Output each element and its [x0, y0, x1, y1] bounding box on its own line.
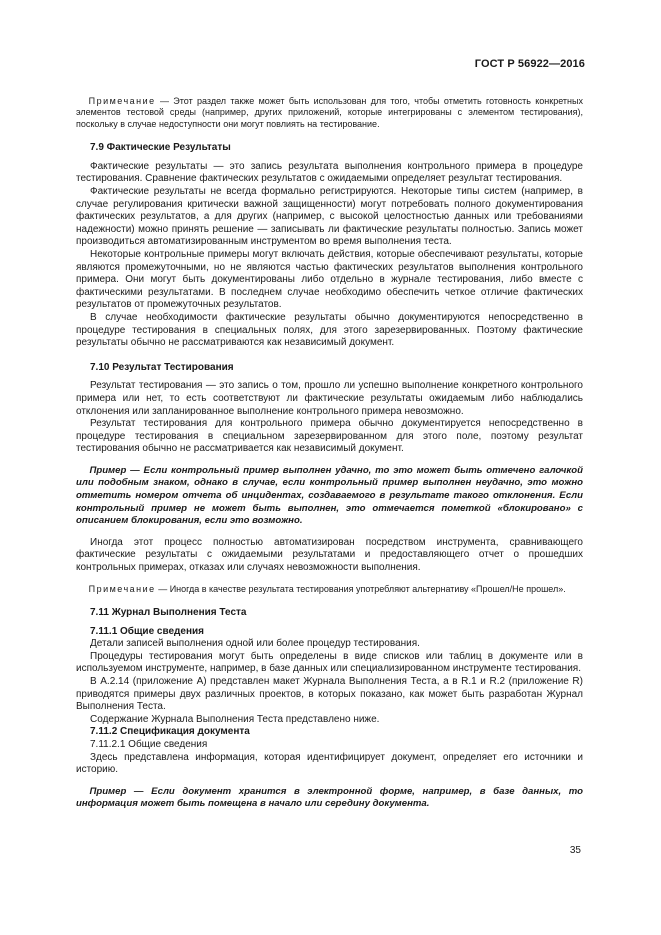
section-heading: 7.10 Результат Тестирования [90, 361, 234, 373]
body-paragraph: В А.2.14 (приложение А) представлен макет Журнала Выполнения Теста, а в R.1 и R.2 (приложение R) приводятся примеры двух различных проектов, в которых показано, как может быть разработан Журнал Выполнения Теста. [76, 676, 583, 713]
standard-header: ГОСТ Р 56922—2016 [474, 58, 585, 70]
note-paragraph [76, 96, 583, 130]
subsubsection-heading: 7.11.2.1 Общие сведения [90, 738, 208, 750]
body-paragraph: Результат тестирования — это запись о том, прошло ли успешно выполнение конкретного контрольного примера или нет, то есть соответствуют ли фактические результаты ожидаемым либо наблюдались отклонения или запланированное выполнение контрольного примера невозможно. [76, 380, 583, 417]
body-paragraph: Детали записей выполнения одной или более процедур тестирования. [90, 638, 420, 650]
section-heading: 7.9 Фактические Результаты [90, 142, 231, 154]
body-paragraph: Результат тестирования для контрольного примера обычно документируется непосредственно в процедуре тестирования в специальном зарезервированном для этого поле, поэтому результат тестирования обычно не рассматривается как независимый документ. [76, 418, 583, 455]
body-paragraph: В случае необходимости фактические результаты обычно документируются непосредственно в процедуре тестирования в специальных полях, для этого зарезервированных. Поэтому фактические результаты обычно не рассматриваются как независимый документ. [76, 311, 583, 349]
body-paragraph: Фактические результаты — это запись результата выполнения контрольного примера в процедуре тестирования. Сравнение фактических результатов с ожидаемыми определяет результат тестирования. [76, 160, 583, 185]
body-paragraph: Процедуры тестирования могут быть определены в виде списков или таблиц в документе или в используемом инструменте, например, в базе данных или специализированном инструменте тестирования. [76, 650, 583, 675]
subsection-heading: 7.11.2 Спецификация документа [90, 726, 250, 738]
section-heading: 7.11 Журнал Выполнения Теста [90, 607, 247, 619]
note-text: — Иногда в качестве результата тестирования употребляют альтернативу «Прошел/Не прошел». [155, 583, 566, 594]
note-text: — Этот раздел также может быть использован для того, чтобы отметить готовность конкретных элементов тестовой среды (например, других приложений, которые интегрированы с элементом тестирования), поскольку в случае недоступности они могут повлиять на тестирование. [76, 96, 583, 129]
example-paragraph: Пример — Если контрольный пример выполнен удачно, то это может быть отмечено галочкой или подобным знаком, однако в случае, если контрольный пример выполнен неудачно, это можно отметить номером отчета об инцидентах, создаваемого в результате такого отклонения. Если контрольный пример не может быть выполнен, это отмечается пометкой «блокировано» с описанием блокирования, если это возможно. [76, 464, 583, 527]
page-content [76, 96, 583, 811]
body-paragraph: Некоторые контрольные примеры могут включать действия, которые обеспечивают результаты, которые являются промежуточными, но не являются частью фактических результатов выполнения контрольного примера. Они могут быть документированы либо отдельно в журнале тестирования, либо вместе с фактическими результатами. В последнем случае необходимо обеспечить четкое отличие фактических результатов от промежуточных результатов. [76, 248, 583, 311]
body-paragraph: Здесь представлена информация, которая идентифицирует документ, определяет его источники и историю. [76, 751, 583, 776]
note-label: Примечание [88, 96, 156, 106]
body-paragraph: Содержание Журнала Выполнения Теста представлено ниже. [90, 713, 380, 725]
note-label: Примечание [88, 583, 156, 594]
body-paragraph: Иногда этот процесс полностью автоматизирован посредством инструмента, сравнивающего фактические результаты с ожидаемыми результатами и предоставляющего отчет о прошедших контрольных примерах, отказах или случаях невозможности выполнения. [76, 536, 583, 574]
example-paragraph: Пример — Если документ хранится в электронной форме, например, в базе данных, то информация может быть помещена в начало или середину документа. [76, 785, 583, 810]
note-paragraph [76, 584, 583, 595]
page-number: 35 [569, 845, 581, 856]
body-paragraph: Фактические результаты не всегда формально регистрируются. Некоторые типы систем (например, в случае регулирования критически важной защищенности) могут потребовать полного документирования фактических результатов, а для других (например, с высокой целостностью данных или требованиями надежности) можно принять решение — записывать ли фактические результаты полностью. Запись может производиться автоматизированным инструментом во время выполнения теста. [76, 186, 583, 248]
subsection-heading: 7.11.1 Общие сведения [90, 625, 204, 637]
